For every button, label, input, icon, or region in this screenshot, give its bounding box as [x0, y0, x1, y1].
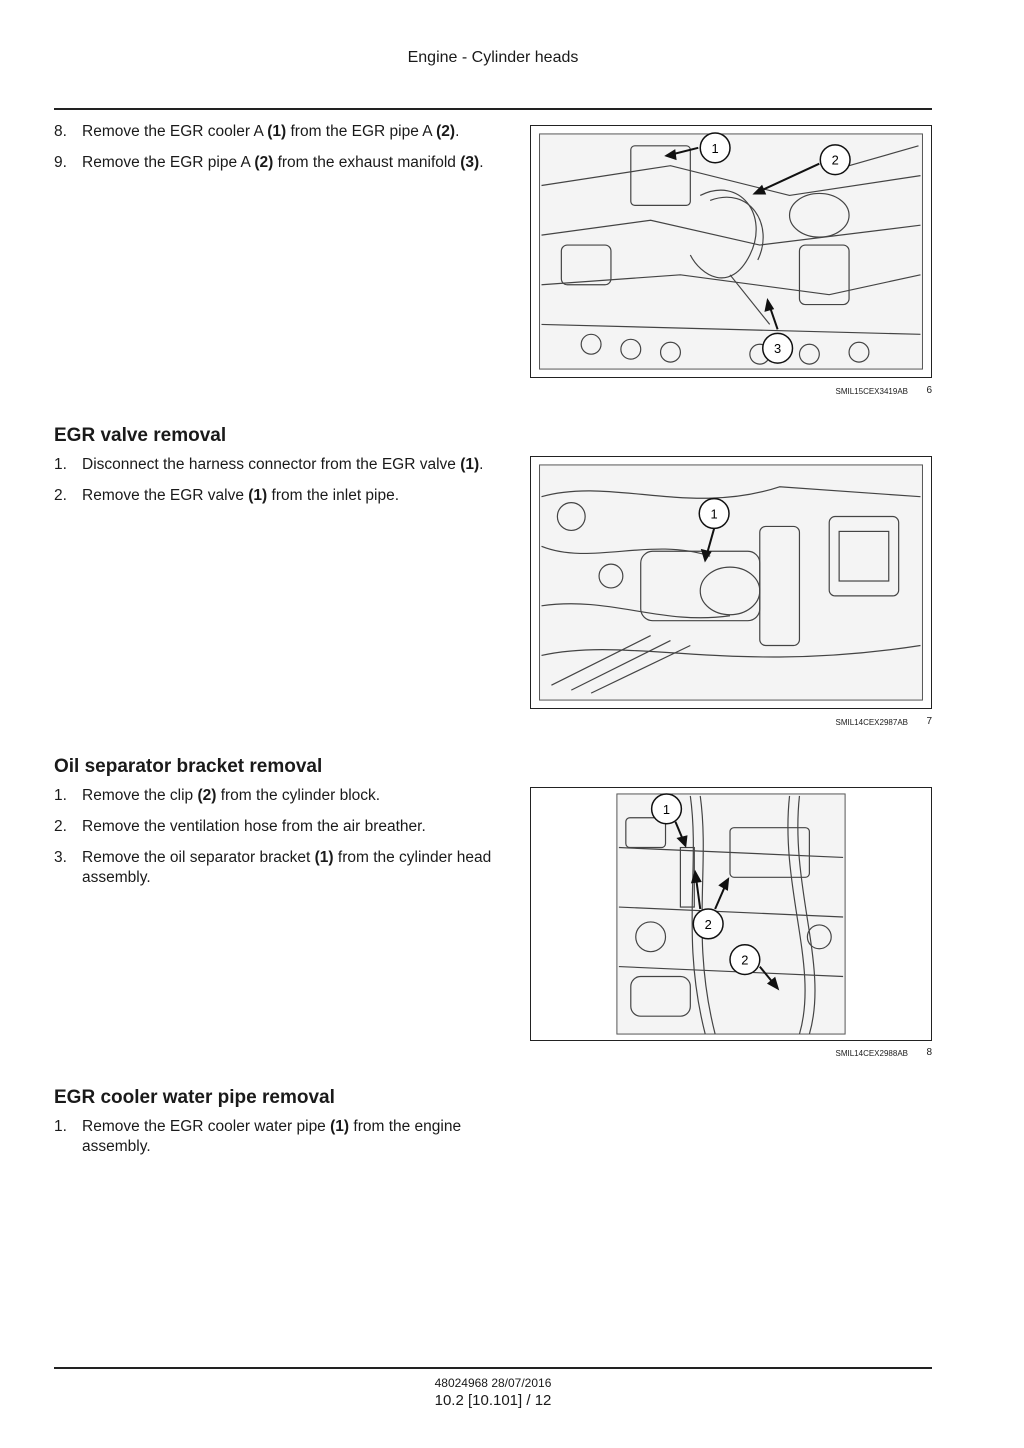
callout-3: 3 [774, 341, 782, 357]
section-heading: EGR cooler water pipe removal [54, 1087, 335, 1108]
figure-oil-separator [530, 787, 932, 1041]
figure-7-caption [530, 716, 932, 730]
figure-number: 6 [926, 385, 932, 396]
callout-2b: 2 [741, 952, 749, 968]
section-heading: EGR valve removal [54, 425, 227, 446]
figure-6-caption [530, 385, 932, 399]
section-egr-pipe [54, 122, 504, 184]
step-2: 2. Remove the ventilation hose from the air breather. [54, 818, 426, 835]
engine-illustration-egr-pipe [531, 126, 931, 377]
step-3: 3. Remove the oil separator bracket (1) from the cylinder head assembly. [54, 849, 492, 886]
figure-8-caption [530, 1047, 932, 1061]
engine-illustration-oil-separator [531, 788, 931, 1040]
page-header-title: Engine - Cylinder heads [407, 49, 579, 66]
footer-rule [54, 1367, 932, 1369]
step-1: 1. Disconnect the harness connector from the EGR valve (1). [54, 456, 484, 473]
section-heading: Oil separator bracket removal [54, 756, 323, 777]
engine-illustration-egr-valve [531, 457, 931, 708]
figure-egr-pipe [530, 125, 932, 378]
step-1: 1. Remove the clip (2) from the cylinder block. [54, 787, 381, 804]
section-egr-water-pipe [54, 1087, 504, 1168]
figure-egr-valve [530, 456, 932, 709]
callout-1: 1 [710, 506, 718, 522]
header-rule [54, 108, 932, 110]
callout-2: 2 [831, 152, 839, 168]
figure-number: 7 [926, 716, 932, 727]
callout-1: 1 [662, 801, 671, 817]
figure-code: SMIL15CEX3419AB [835, 387, 908, 396]
figure-number: 8 [926, 1047, 932, 1058]
section-egr-valve [54, 425, 504, 517]
figure-code: SMIL14CEX2988AB [835, 1049, 908, 1058]
step-8: 8. Remove the EGR cooler A (1) from the EGR pipe A (2). [54, 123, 460, 140]
callout-1: 1 [711, 140, 719, 156]
step-2: 2. Remove the EGR valve (1) from the inlet pipe. [54, 487, 400, 504]
footer-doc-id: 48024968 28/07/2016 [434, 1376, 552, 1390]
step-9: 9. Remove the EGR pipe A (2) from the exhaust manifold (3). [54, 154, 484, 171]
step-1: 1. Remove the EGR cooler water pipe (1) from the engine assembly. [54, 1118, 462, 1155]
section-oil-separator [54, 756, 504, 899]
callout-2: 2 [704, 916, 712, 932]
figure-code: SMIL14CEX2987AB [835, 718, 908, 727]
footer-page-number: 10.2 [10.101] / 12 [434, 1392, 552, 1409]
